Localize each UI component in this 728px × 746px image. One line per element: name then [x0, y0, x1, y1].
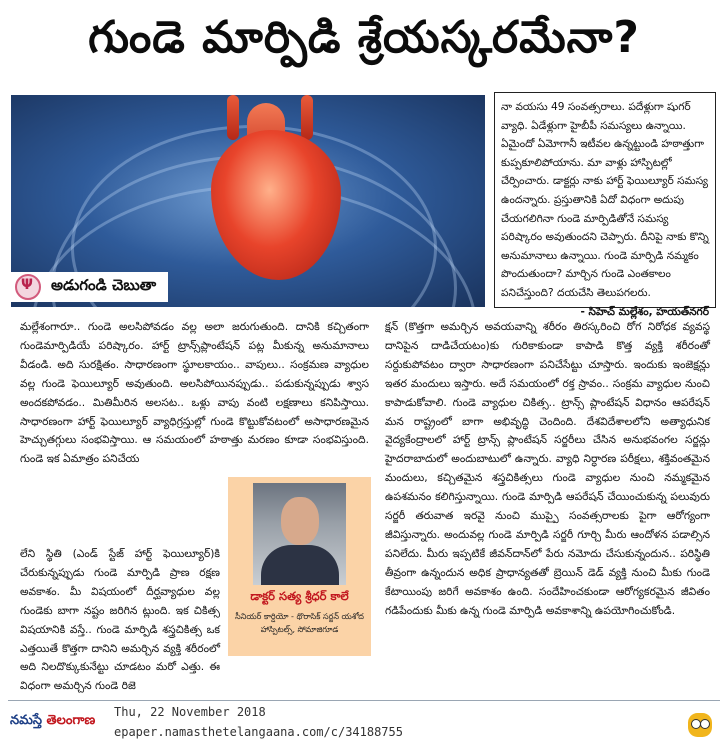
letter-signature: - సిహెచ్ మల్లేశం, హయత్‌నగర్ — [580, 305, 709, 318]
doctor-name: డాక్టర్ సత్య శ్రీధర్ కాలే — [250, 589, 349, 603]
medical-caduceus-icon — [15, 274, 41, 300]
answer-column-left-bottom — [20, 545, 220, 696]
epaper-link[interactable]: epaper.namasthetelangaana.com/c/34188755 — [114, 725, 403, 739]
logo-text-first: నమస్తే — [10, 713, 43, 728]
answer-text: క్షన్ (కొత్తగా అమర్చిన అవయవాన్ని శరీరం తిరస్కరించి రోగ నిరోధక వ్యవస్థ దానిపైన దాడిచేయటం)కు గురికాకుండా కాపాడి కొత్త వ్యక్తి శరీరంతో సర్దుకుపోవటం ద్వారా సాధారణంగా పనిచేసేట్టు చూస్తారు. ఇందుకు ఇంజెక్షన్లు ఇతర మందులు ఇస్తారు. అదే సమయంలో రక్త స్రావం.. సంక్రమ వ్యాధుల నుంచి కాపాడుకోవాలి. గుండె వ్యాధుల చికిత్స.. ట్రాన్స్ ప్లాంటేషన్ విధానం ఆపరేషన్ మన రాష్ట్రంలో బాగా అభివృద్ధి చెందింది. దేశవిదేశాలలోని అత్యాధునిక వైద్యకేంద్రాలలో హార్ట్ ట్రాన్స్ ప్లాంటేషన్ సర్జరీలు చేసిన అనుభవంగల సర్జన్లు హైదరాబాదులో అందుబాటులో ఉన్నారు. వ్యాధి నిర్ధారణ పరీక్షలు, శక్తివంతమైన మందులు, కచ్చితమైన శస్త్రచికిత్సలు గుండె వ్యాధుల నుంచి నమ్మకమైన ఉపశమనం కలిగిస్తున్నాయి. గుండె మార్పిడి ఆపరేషన్ చేయించుకున్న పలువురు సర్జరీ తరువాత ఇరవై నుంచి ముప్పై సంవత్సరాలకు పైగా ఆరోగ్యంగా జీవిస్తున్నారు. అందువల్ల గుండె మార్పిడి సర్జరీ గూర్చి మీరు ఆందోళన పడాల్సిన పనిలేదు. మీరు ఇప్పటికే జీవన్‌దాన్‌లో పేరు నమోదు చేసుకున్నందున.. పరిస్థితి తీవ్రంగా ఉన్నందున అధిక ప్రాధాన్యతతో బ్రెయిన్ డెడ్ వ్యక్తి నుంచి మీకు గుండె కేటాయింపు జరిగే అవకాశం ఉంది. సందేహించకుండా ఆరోగ్యకరమైన జీవితం గడిపేందుకు మీకు ఉన్న గుండె మార్పిడి అవకాశాన్ని ఉపయోగించుకోండి. — [385, 320, 710, 617]
doctor-role: సీనియర్ కార్డియో - థొరాసిక్ సర్జన్ యశోద హాస్పిటల్స్, సోమాజిగూడ — [235, 612, 364, 634]
column-tag — [11, 272, 168, 302]
newspaper-logo[interactable] — [10, 713, 95, 731]
owl-icon — [686, 709, 714, 739]
answer-column-left-top — [20, 318, 369, 469]
publish-date: Thu, 22 November 2018 — [114, 705, 266, 719]
vessel-shape — [227, 95, 239, 140]
answer-text: లేని స్థితి (ఎండ్ స్టేజ్ హార్ట్ ఫెయిల్యూర్)కి చేరుకున్నప్పుడు గుండె మార్పిడి ప్రాణ రక్షణ అవకాశం. మీ విషయంలో దీర్ఘవ్యాధుల వల్ల గుండెకు బాగా నష్టం జరిగిన ట్లుంది. ఇక చికిత్స విషయానికి వస్తే.. గుండె మార్పిడి శస్త్రచికిత్స ఒక ఎత్తయితే కొత్తగా దానిని అమర్చిన వ్యక్తి శరీరంలో అది నిలదొక్కుకునేట్టు చూడటం మరో ఎత్తు. ఈ విధంగా అమర్చిన గుండె రిజె — [20, 547, 220, 693]
doctor-photo — [253, 483, 346, 585]
column-tag-label: అడుగండి చెబుతా — [51, 276, 157, 294]
headline: గుండె మార్పిడి శ్రేయస్కరమేనా? — [88, 12, 640, 63]
footer-divider — [8, 700, 720, 701]
answer-text: మల్లేశంగారూ.. గుండె అలసిపోవడం వల్ల అలా జరుగుతుంది. దానికి కచ్చితంగా గుండెమార్పిడియే పరిష్కారం. హార్ట్ ట్రాన్స్‌ప్లాంటేషన్ పట్ల మీకున్న అనుమానాలు వీడండి. అది సురక్షితం. సాధారణంగా స్థూలకాయం.. వాపులు.. సంక్రమణ వ్యాధుల వల్ల గుండె ఫెయిల్యూర్ అవుతుంది. అలసిపోయినప్పుడు.. పడుకున్నప్పుడు శ్వాస అందకపోవడం.. మితిమీరిన అలసట.. ఒళ్లు వాపు వంటి లక్షణాలు కనిపిస్తాయి. సాధారణంగా హార్ట్ ఫెయిల్యూర్ వ్యాధిగ్రస్తుల్లో గుండె కొట్టుకోవటంలో అసాధారణమైన హెచ్చుతగ్గులు సంభవిస్తాయి. ఆ సమయంలో హఠాత్తు మరణం కూడా సంభవిస్తుంది. గుండె ఇక ఏమాత్రం పనిచేయ — [20, 320, 369, 466]
vessel-shape — [301, 95, 313, 140]
answer-column-right — [385, 318, 710, 621]
reader-letter — [494, 92, 716, 318]
logo-text-second: తెలంగాణ — [46, 713, 96, 728]
letter-body: నా వయసు 49 సంవత్సరాలు. పదేళ్లుగా షుగర్ వ్యాధి. ఏడేళ్లుగా హైబీపీ సమస్యలు ఉన్నాయి. ఏమైందో ఏమోగానీ ఇటీవల ఉన్నట్టుండి హఠాత్తుగా కుప్పకూలిపోయాను. మా వాళ్లు హాస్పిటల్లో చేర్పించారు. డాక్టర్లు నాకు హార్ట్ ఫెయిల్యూర్ సమస్య ఉందన్నారు. ప్రస్తుతానికి ఏదో విధంగా అదుపు చేయగలిగినా గుండె మార్పిడితోనే సమస్య పరిష్కారం అవుతుందని చెప్పారు. దీనిపై నాకు కొన్ని అనుమానాలు ఉన్నాయి. గుండె మార్పిడి నమ్మకం పొందుతుందా? మార్చిన గుండె ఎంతకాలం పనిచేస్తుంది? దయచేసి తెలుపగలరు. — [501, 101, 709, 299]
doctor-box — [228, 477, 371, 656]
